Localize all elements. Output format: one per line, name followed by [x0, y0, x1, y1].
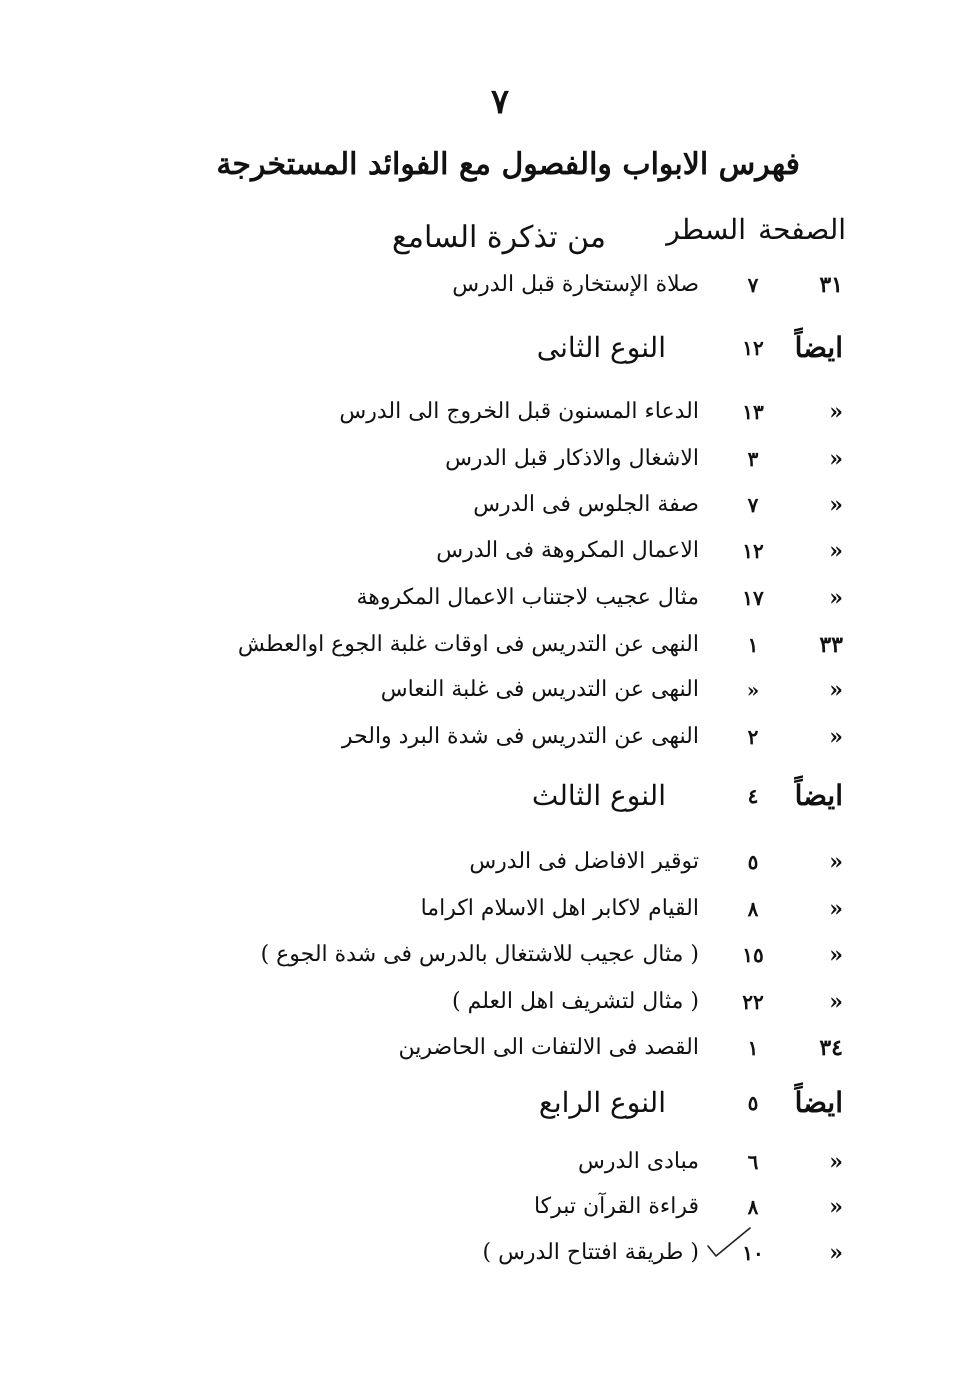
page-ref: «	[829, 724, 843, 750]
entry-text: صلاة الإستخارة قبل الدرس	[452, 272, 699, 297]
line-ref: ٥	[747, 850, 759, 874]
entry-text: مبادى الدرس	[578, 1149, 699, 1174]
entry-text: ( مثال لتشريف اهل العلم )	[452, 989, 699, 1014]
entry-text: ( طريقة افتتاح الدرس )	[482, 1240, 699, 1265]
section-heading-row	[0, 776, 961, 816]
section-heading: النوع الثانى	[536, 331, 666, 364]
page-ref: ٣٣	[819, 632, 843, 658]
index-row	[0, 265, 961, 305]
page-ref: «	[829, 585, 843, 611]
entry-text: القصد فى الالتفات الى الحاضرين	[398, 1035, 699, 1060]
line-ref: ٧	[747, 493, 759, 517]
handwritten-check-mark-icon	[706, 1226, 752, 1260]
source-subtitle: من تذكرة السامع	[391, 220, 606, 255]
line-ref: ١	[747, 1036, 759, 1060]
page-number: ٧	[490, 82, 510, 122]
line-ref: ٣	[747, 447, 759, 471]
index-row	[0, 485, 961, 525]
section-heading: النوع الثالث	[531, 779, 666, 812]
index-row	[0, 1142, 961, 1182]
index-row	[0, 578, 961, 618]
entry-text: توقير الافاضل فى الدرس	[469, 849, 699, 874]
page-ref: «	[829, 896, 843, 922]
entry-text: الاعمال المكروهة فى الدرس	[436, 538, 699, 563]
index-row	[0, 670, 961, 710]
page-ref: ايضاً	[794, 779, 843, 812]
page-ref: «	[829, 849, 843, 875]
page-ref: «	[829, 1149, 843, 1175]
index-row	[0, 439, 961, 479]
page-ref: ايضاً	[794, 331, 843, 364]
line-ref: «	[746, 678, 760, 702]
index-row	[0, 392, 961, 432]
line-ref: ٤	[747, 784, 759, 808]
line-ref: ١	[747, 633, 759, 657]
entry-text: القيام لاكابر اهل الاسلام اكراما	[420, 896, 699, 921]
index-row	[0, 625, 961, 665]
entry-text: النهى عن التدريس فى شدة البرد والحر	[341, 724, 699, 749]
index-row	[0, 1233, 961, 1273]
line-ref: ٦	[747, 1150, 759, 1174]
page-ref: «	[829, 1194, 843, 1220]
page-ref: «	[829, 446, 843, 472]
entry-text: الدعاء المسنون قبل الخروج الى الدرس	[339, 399, 699, 424]
entry-text: النهى عن التدريس فى غلبة النعاس	[380, 677, 699, 702]
line-ref: ١٥	[742, 943, 764, 967]
index-row	[0, 935, 961, 975]
page-title: فهرس الابواب والفصول مع الفوائد المستخرجة	[216, 147, 800, 182]
page-ref: «	[829, 538, 843, 564]
line-ref: ٨	[747, 897, 759, 921]
index-row	[0, 889, 961, 929]
section-heading-row	[0, 328, 961, 368]
index-row	[0, 842, 961, 882]
page-ref: «	[829, 677, 843, 703]
index-row	[0, 1028, 961, 1068]
line-ref: ٢٢	[742, 990, 764, 1014]
index-row	[0, 1187, 961, 1227]
page-ref: «	[829, 399, 843, 425]
section-heading-row	[0, 1083, 961, 1123]
line-ref: ١٧	[742, 586, 764, 610]
entry-text: النهى عن التدريس فى اوقات غلبة الجوع اوالعطش	[237, 632, 699, 657]
entry-text: ( مثال عجيب للاشتغال بالدرس فى شدة الجوع )	[260, 942, 699, 967]
line-ref: ١٣	[742, 400, 764, 424]
line-ref: ٥	[747, 1091, 759, 1115]
page-ref: ٣١	[819, 272, 843, 298]
line-ref: ٨	[747, 1195, 759, 1219]
entry-text: قراءة القرآن تبركا	[533, 1194, 699, 1219]
index-row	[0, 982, 961, 1022]
page-ref: «	[829, 989, 843, 1015]
entry-text: صفة الجلوس فى الدرس	[473, 492, 699, 517]
line-ref: ٢	[747, 725, 759, 749]
entry-text: مثال عجيب لاجتناب الاعمال المكروهة	[356, 585, 699, 610]
page-ref: «	[829, 492, 843, 518]
column-header-page: الصفحة	[758, 213, 846, 246]
page-ref: ايضاً	[794, 1086, 843, 1119]
section-heading: النوع الرابع	[538, 1086, 666, 1119]
line-ref: ١٢	[742, 539, 764, 563]
line-ref: ٧	[747, 273, 759, 297]
page-ref: ٣٤	[819, 1035, 843, 1061]
page-ref: «	[829, 942, 843, 968]
line-ref: ١٠	[742, 1241, 764, 1265]
index-row	[0, 717, 961, 757]
page-ref: «	[829, 1240, 843, 1266]
index-row	[0, 531, 961, 571]
column-header-line: السطر	[666, 213, 746, 246]
entry-text: الاشغال والاذكار قبل الدرس	[445, 446, 699, 471]
line-ref: ١٢	[742, 336, 764, 360]
